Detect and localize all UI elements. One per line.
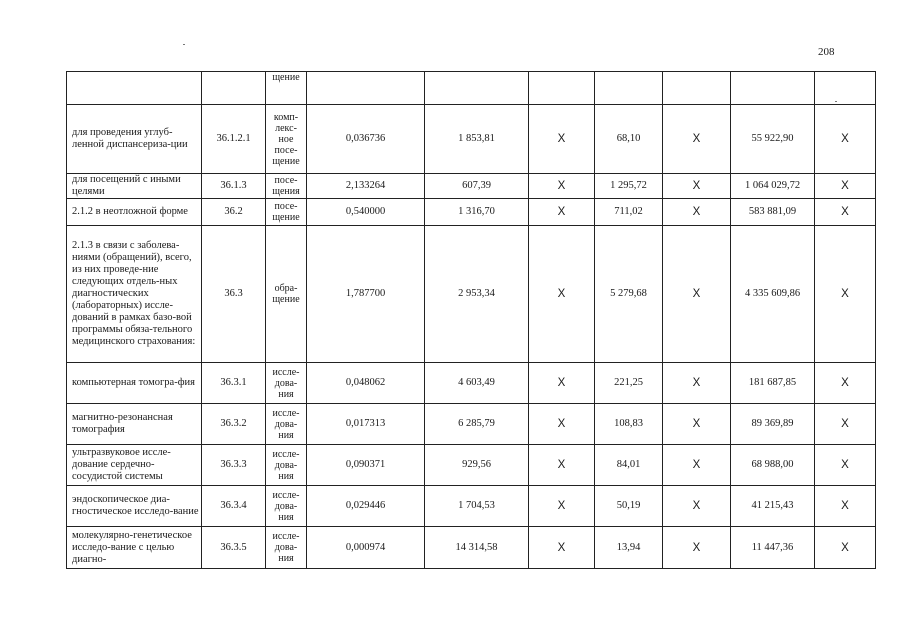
name-cell: для проведения углуб-ленной диспансериза-ции	[67, 105, 202, 174]
unit-cell: иссле-дова-ния	[266, 404, 307, 445]
x-cell: Х	[663, 174, 731, 199]
x-cell: Х	[663, 199, 731, 226]
per-capita-cell: 1 295,72	[595, 174, 663, 199]
total-cell: 89 369,89	[731, 404, 815, 445]
table-row	[67, 105, 876, 174]
cost-cell: 607,39	[425, 174, 529, 199]
code-cell: 36.3.3	[202, 445, 266, 486]
cost-cell: 1 704,53	[425, 486, 529, 527]
code-cell: 36.3.5	[202, 527, 266, 569]
coefficient-cell: 0,090371	[307, 445, 425, 486]
value-cell	[815, 72, 876, 105]
unit-cell: посе-щения	[266, 174, 307, 199]
name-cell: молекулярно-генетическое исследо-вание с целью диагно-	[67, 527, 202, 569]
coefficient-cell: 0,000974	[307, 527, 425, 569]
x-cell: Х	[663, 363, 731, 404]
name-cell: для посещений с иными целями	[67, 174, 202, 199]
x-cell: Х	[529, 404, 595, 445]
code-cell: 36.3.1	[202, 363, 266, 404]
cost-cell: 1 316,70	[425, 199, 529, 226]
table-row	[67, 486, 876, 527]
x-cell: Х	[815, 404, 876, 445]
unit-cell: иссле-дова-ния	[266, 527, 307, 569]
x-cell: Х	[815, 445, 876, 486]
value-cell	[307, 72, 425, 105]
x-cell: Х	[815, 363, 876, 404]
x-cell: Х	[529, 199, 595, 226]
cost-cell: 1 853,81	[425, 105, 529, 174]
per-capita-cell: 221,25	[595, 363, 663, 404]
cost-cell: 2 953,34	[425, 226, 529, 363]
total-cell: 41 215,43	[731, 486, 815, 527]
table-row	[67, 72, 876, 105]
unit-cell: иссле-дова-ния	[266, 363, 307, 404]
per-capita-cell: 108,83	[595, 404, 663, 445]
data-table	[66, 71, 876, 569]
x-cell: Х	[815, 105, 876, 174]
coefficient-cell: 0,048062	[307, 363, 425, 404]
name-cell: ультразвуковое иссле-дование сердечно-сосудистой системы	[67, 445, 202, 486]
x-cell: Х	[529, 445, 595, 486]
x-cell: Х	[815, 486, 876, 527]
x-cell: Х	[529, 105, 595, 174]
cost-cell: 14 314,58	[425, 527, 529, 569]
name-cell: эндоскопическое диа-гностическое исследо-вание	[67, 486, 202, 527]
total-cell: 68 988,00	[731, 445, 815, 486]
code-cell: 36.1.2.1	[202, 105, 266, 174]
total-cell: 11 447,36	[731, 527, 815, 569]
table-row	[67, 404, 876, 445]
total-cell: 4 335 609,86	[731, 226, 815, 363]
table-row	[67, 445, 876, 486]
scan-artifact	[183, 44, 185, 45]
x-cell: Х	[815, 199, 876, 226]
name-cell	[67, 72, 202, 105]
value-cell	[595, 72, 663, 105]
coefficient-cell: 0,540000	[307, 199, 425, 226]
unit-cell: обра-щение	[266, 226, 307, 363]
x-cell: Х	[815, 527, 876, 569]
table-row	[67, 527, 876, 569]
x-cell: Х	[663, 486, 731, 527]
unit-cell: комп-лекс-ное посе-щение	[266, 105, 307, 174]
x-cell: Х	[663, 445, 731, 486]
unit-cell: иссле-дова-ния	[266, 445, 307, 486]
total-cell: 1 064 029,72	[731, 174, 815, 199]
value-cell	[529, 72, 595, 105]
unit-cell: иссле-дова-ния	[266, 486, 307, 527]
x-cell: Х	[529, 174, 595, 199]
coefficient-cell: 0,036736	[307, 105, 425, 174]
code-cell: 36.2	[202, 199, 266, 226]
name-cell: компьютерная томогра-фия	[67, 363, 202, 404]
x-cell: Х	[663, 226, 731, 363]
per-capita-cell: 84,01	[595, 445, 663, 486]
name-cell: магнитно-резонансная томография	[67, 404, 202, 445]
value-cell	[425, 72, 529, 105]
name-cell: 2.1.3 в связи с заболева-ниями (обращений), всего, из них проведе-ние следующих отдель-ных диагностических (лабораторных) иссле-дований в рамках базо-вой программы обяза-тельного медицинского страхования:	[67, 226, 202, 363]
table-row	[67, 199, 876, 226]
value-cell	[663, 72, 731, 105]
x-cell: Х	[529, 363, 595, 404]
per-capita-cell: 50,19	[595, 486, 663, 527]
cost-cell: 4 603,49	[425, 363, 529, 404]
per-capita-cell: 5 279,68	[595, 226, 663, 363]
x-cell: Х	[663, 527, 731, 569]
x-cell: Х	[815, 174, 876, 199]
per-capita-cell: 711,02	[595, 199, 663, 226]
total-cell: 583 881,09	[731, 199, 815, 226]
unit-cell: посе-щение	[266, 199, 307, 226]
x-cell: Х	[529, 486, 595, 527]
code-cell: 36.3.2	[202, 404, 266, 445]
x-cell: Х	[663, 404, 731, 445]
page-number: 208	[818, 46, 835, 58]
value-cell	[731, 72, 815, 105]
coefficient-cell: 0,029446	[307, 486, 425, 527]
table-row	[67, 363, 876, 404]
coefficient-cell: 2,133264	[307, 174, 425, 199]
x-cell: Х	[663, 105, 731, 174]
table-row	[67, 226, 876, 363]
per-capita-cell: 13,94	[595, 527, 663, 569]
x-cell: Х	[529, 226, 595, 363]
x-cell: Х	[815, 226, 876, 363]
code-cell: 36.1.3	[202, 174, 266, 199]
code-cell: 36.3.4	[202, 486, 266, 527]
total-cell: 55 922,90	[731, 105, 815, 174]
table-row	[67, 174, 876, 199]
unit-cell: щение	[266, 72, 307, 105]
cost-cell: 929,56	[425, 445, 529, 486]
code-cell	[202, 72, 266, 105]
name-cell: 2.1.2 в неотложной форме	[67, 199, 202, 226]
total-cell: 181 687,85	[731, 363, 815, 404]
code-cell: 36.3	[202, 226, 266, 363]
per-capita-cell: 68,10	[595, 105, 663, 174]
coefficient-cell: 1,787700	[307, 226, 425, 363]
cost-cell: 6 285,79	[425, 404, 529, 445]
coefficient-cell: 0,017313	[307, 404, 425, 445]
x-cell: Х	[529, 527, 595, 569]
